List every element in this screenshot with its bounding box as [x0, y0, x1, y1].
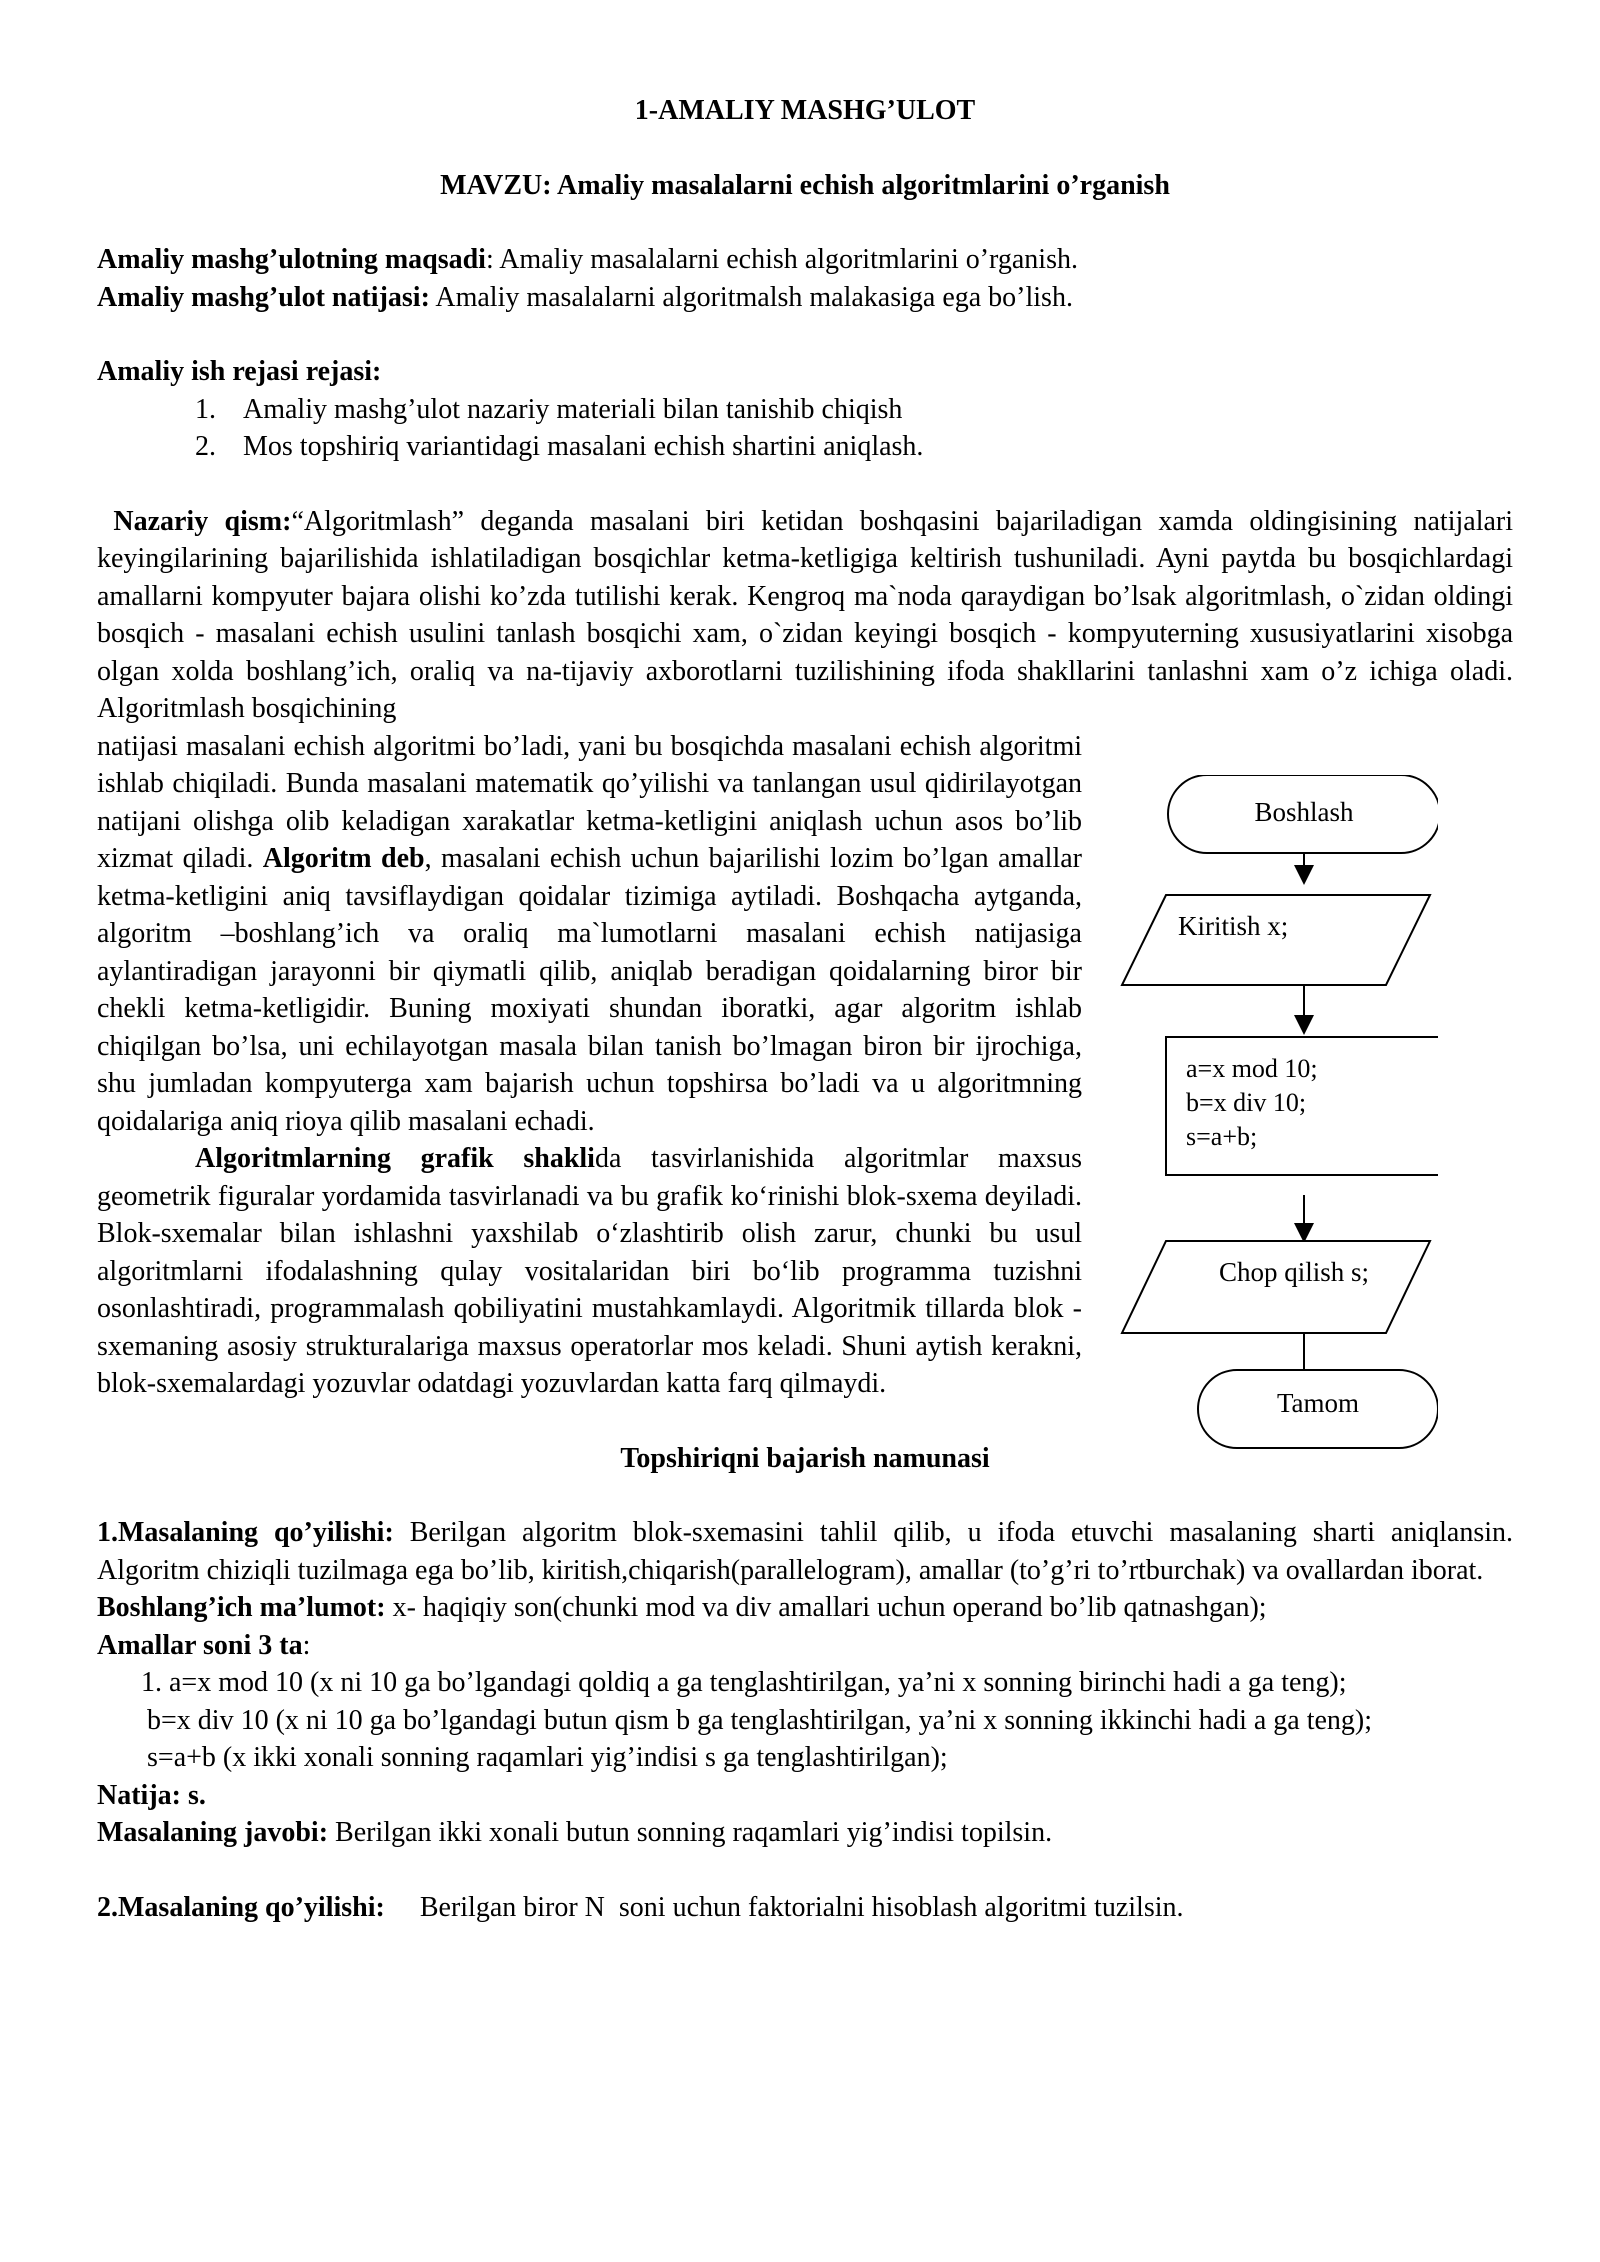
flowchart-process-line-1: a=x mod 10; — [1186, 1054, 1318, 1083]
op1-text: 1. a=x mod 10 (x ni 10 ga bo’lgandagi qoldiq a ga tenglashtirilgan, ya’ni x sonning birinchi hadi a ga teng); — [141, 1667, 1347, 1698]
task2-line — [97, 1889, 1513, 1927]
plan-item — [97, 428, 1513, 466]
theory-left-column — [97, 728, 1082, 1403]
result-s-line — [97, 1777, 1513, 1815]
flowchart — [1118, 775, 1438, 1475]
ops-colon: : — [302, 1629, 311, 1661]
sample-heading-text: Topshiriqni bajarish namunasi — [620, 1442, 990, 1474]
document-subtitle: MAVZU: Amaliy masalalarni echish algoritmlarini o’rganish — [440, 169, 1170, 201]
flowchart-process-line-3: s=a+b; — [1186, 1122, 1258, 1151]
op-line-1 — [97, 1664, 1513, 1702]
graphic-bold: Algoritmlarning grafik shakli — [195, 1143, 595, 1174]
plan-item-text: Mos topshiriq variantidagi masalani echish shartini aniqlash. — [243, 431, 924, 462]
goal-label: Amaliy mashg’ulotning maqsadi — [97, 244, 486, 275]
op-line-2 — [97, 1702, 1513, 1740]
theory-text: “Algoritmlash” deganda masalani biri ketidan boshqasini bajariladigan xamda oldingisining natijalari keyingilarining bajarilishida ishlatiladigan bosqichlar ketma-ketligiga keltirish tushuniladi. Ayni paytda bu bosqichlardagi amallarni kompyuter bajara olishi ko’zda tutilishi kerak. Kengroq ma`noda qaraydigan bo’lsak algoritmlash, o`zidan oldingi bosqich - masalani echish usulini tanlash bosqichi xam, o`zidan keyingi bosqich - kompyuterning xususiyatlarini xisobga olgan xolda boshlang’ich, oraliq va na-tijaviy axborotlarni tuzilishining ifoda shakllarini tanlashni xam o’z ichiga oladi. Algoritmlash bosqichining — [97, 505, 1513, 724]
plan-list — [97, 391, 1513, 466]
plan-item-number: 1. — [195, 393, 216, 425]
algorithm-paragraph — [97, 728, 1082, 1141]
plan-item-number: 2. — [195, 431, 216, 462]
algorithm-def-text: , masalani echish uchun bajarilishi lozim bo’lgan amallar ketma-ketligini aniq tavsiflaydigan qoidalar tizimiga aytiladi. Boshqacha aytganda, algoritm –boshlang’ich va oraliq ma`lumotlarni masalani echish natijasiga aylantiradigan jarayonni bir qiymatli qilib, aniqlab beradigan qoidalarning biror bir chekli ketma-ketligidir. Buning moxiyati shundan iboratki, agar algoritm ishlab chiqilgan bo’lsa, uni echilayotgan masala bilan tanish bo’lmagan biron bir ijrochiga, shu jumladan kompyuterga xam bajarish uchun topshirsa bo’ladi va u algoritmning qoidalariga aniq rioya qilib masalani echadi. — [97, 843, 1082, 1137]
theory-paragraph — [97, 503, 1513, 728]
flowchart-process-line-2: b=x div 10; — [1186, 1088, 1307, 1117]
task1-label: 1.Masalaning qo’yilishi: — [97, 1517, 394, 1548]
op-line-3 — [97, 1739, 1513, 1777]
goal-line — [97, 241, 1513, 279]
result-line — [97, 279, 1513, 317]
flowchart-output-shape — [1122, 1241, 1430, 1333]
answer-label: Masalaning javobi: — [97, 1817, 329, 1848]
algorithm-intro-text: natijasi masalani echish algoritmi bo’ladi, yani bu bosqichda masalani echish algoritmi ishlab chiqiladi. Bunda masalani matematik qo’yilishi va tanlangan usul qidirilayotgan natijani olishga olib keladigan xarakatlar ketma-ketligini aniqlash uchun asos bo’lib xizmat qiladi. — [97, 730, 1082, 874]
result-s-label: Natija: s. — [97, 1779, 206, 1811]
plan-heading — [97, 353, 1513, 391]
flowchart-start-label: Boshlash — [1254, 797, 1354, 827]
graphic-paragraph — [97, 1140, 1082, 1403]
op2-text: b=x div 10 (x ni 10 ga bo’lgandagi butun qism b ga tenglashtirilgan, ya’ni x sonning ikkinchi hadi a ga teng); — [147, 1704, 1373, 1736]
task2-label: 2.Masalaning qo’yilishi: — [97, 1891, 385, 1923]
flowchart-input-label: Kiritish x; — [1178, 911, 1289, 941]
answer-text: Berilgan ikki xonali butun sonning raqamlari yig’indisi topilsin. — [328, 1817, 1053, 1848]
task2-text: Berilgan biror N soni uchun faktorialni hisoblash algoritmi tuzilsin. — [384, 1891, 1184, 1923]
initial-label: Boshlang’ich ma’lumot: — [97, 1592, 386, 1623]
ops-label: Amallar soni 3 ta — [97, 1629, 303, 1661]
plan-item-text: Amaliy mashg’ulot nazariy materiali bilan tanishib chiqish — [243, 393, 903, 425]
initial-data-line — [97, 1589, 1513, 1627]
flowchart-end-label: Tamom — [1276, 1388, 1360, 1418]
initial-text: x- haqiqiy son(chunki mod va div amallari uchun operand bo’lib qatnashgan); — [385, 1592, 1267, 1623]
task1-paragraph — [97, 1514, 1513, 1589]
answer-line — [97, 1814, 1513, 1852]
task1-text: Berilgan algoritm blok-sxemasini tahlil qilib, u ifoda etuvchi masalaning sharti aniqlansin. Algoritm chiziqli tuzilmaga ega bo’lib, kiritish,chiqarish(parallelogram), amallar (to’g’ri to’rtburchak) va ovallardan iborat. — [97, 1517, 1513, 1586]
flowchart-output-label: Chop qilish s; — [1218, 1257, 1370, 1287]
graphic-text: da tasvirlanishida algoritmlar maxsus geometrik figuralar yordamida tasvirlanadi va bu grafik ko‘rinishi blok-sxema deyiladi. Blok-sxemalar bilan ishlashni yaxshilab o‘zlashtirib olish zarur, chunki bu usul algoritmlarni ifodalashning qulay vositalaridan biri bo‘lib programma tuzishni osonlashtiradi, programmalash qobiliyatini mustahkamlaydi. Algoritmik tillarda blok - sxemaning asosiy strukturalariga maxsus operatorlar mos keladi. Shuni aytish kerakni, blok-sxemalardagi yozuvlar odatdagi yozuvlardan katta farq qilmaydi. — [97, 1143, 1082, 1399]
plan-heading-text: Amaliy ish rejasi rejasi: — [97, 356, 382, 387]
theory-label: Nazariy qism: — [113, 505, 292, 537]
goal-text: : Amaliy masalalarni echish algoritmlarini o’rganish. — [485, 244, 1078, 275]
op3-text: s=a+b (x ikki xonali sonning raqamlari yig’indisi s ga tenglashtirilgan); — [147, 1742, 948, 1773]
result-text: Amaliy masalalarni algoritmalsh malakasiga ega bo’lish. — [429, 281, 1073, 313]
ops-count-line — [97, 1627, 1513, 1665]
algorithm-def-bold: Algoritm deb — [262, 843, 425, 874]
result-label: Amaliy mashg’ulot natijasi: — [97, 281, 430, 313]
plan-item — [97, 391, 1513, 429]
document-title: 1-AMALIY MASHG’ULOT — [634, 95, 976, 126]
